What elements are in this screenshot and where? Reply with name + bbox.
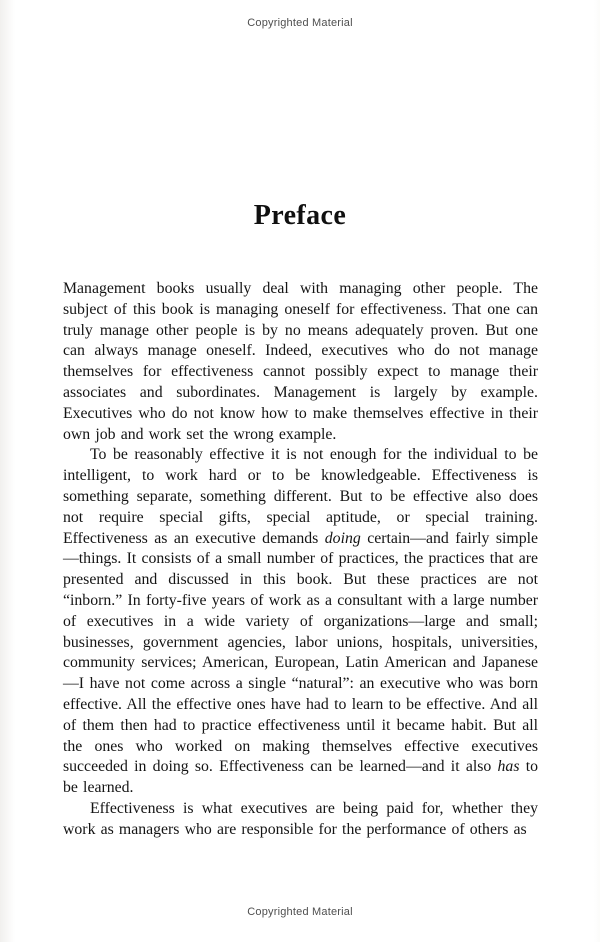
text-run: Effectiveness is what executives are being paid for, whether they work as managers who are responsible for the performance of others as — [63, 799, 538, 838]
italic-text: has — [497, 758, 520, 776]
paragraph — [63, 799, 538, 841]
text-run: certain—and fairly simple—things. It consists of a small number of practices, the practices that are presented and discussed in this book. But these practices are not “inborn.” In forty-five years of work as a consultant with a large number of executives in a wide variety of organizations—large and small; businesses, government agencies, labor unions, hospitals, universities, community services; American, European, Latin American and Japanese—I have not come across a single “natural”: an executive who was born effective. All the effective ones have had to learn to be effective. And all of them then had to practice effectiveness until it became habit. But all the ones who worked on making themselves effective executives succeeded in doing so. Effectiveness can be learned—and it also — [63, 529, 538, 776]
paragraphs — [63, 279, 538, 841]
page-title: Preface — [253, 200, 347, 231]
text-run: Management books usually deal with managing other people. The subject of this book is managing oneself for effectiveness. That one can truly manage other people is by no means adequately proven. But one can always manage oneself. Indeed, executives who do not manage themselves for effectiveness cannot possibly expect to manage their associates and subordinates. Management is largely by example. Executives who do not know how to make themselves effective in their own job and work set the wrong example. — [63, 280, 538, 443]
paragraph — [63, 279, 538, 445]
italic-text: doing — [324, 529, 361, 547]
paragraph — [63, 445, 538, 799]
copyright-notice-top: Copyrighted Material — [247, 17, 353, 29]
text-run: To be reasonably effective it is not enough for the individual to be intelligent, to work hard or to be knowledgeable. Effectiveness is something separate, something different. But to be effective also does not require special gifts, special aptitude, or special training. Effectiveness as an executive demands — [63, 446, 538, 547]
copyright-notice-bottom: Copyrighted Material — [247, 906, 353, 918]
text-run: to be learned. — [63, 758, 538, 797]
